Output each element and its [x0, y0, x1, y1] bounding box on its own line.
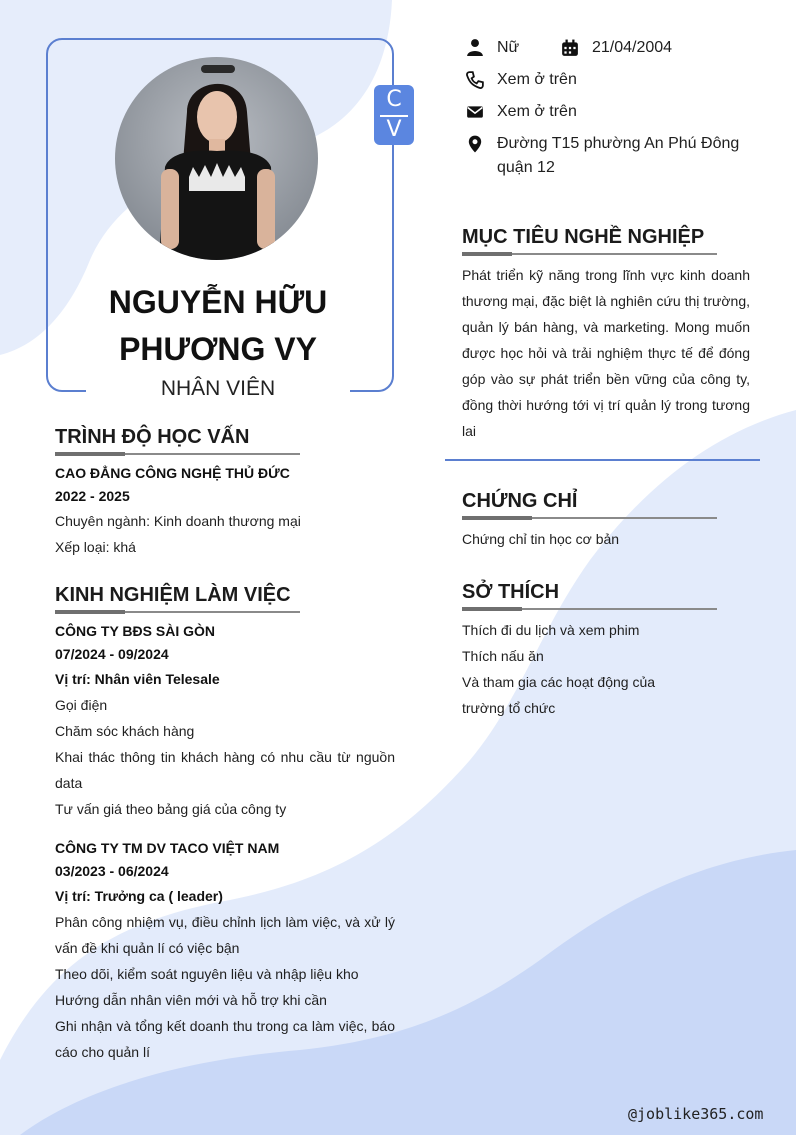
- objective-title: MỤC TIÊU NGHỀ NGHIỆP: [462, 226, 705, 248]
- school-name: CAO ĐẲNG CÔNG NGHỆ THỦ ĐỨC: [55, 465, 290, 481]
- job-period: 07/2024 - 09/2024: [55, 646, 169, 662]
- hobby-item: trường tổ chức: [462, 700, 556, 716]
- education-major: Chuyên ngành: Kinh doanh thương mại: [55, 513, 301, 529]
- gender-value: Nữ: [497, 39, 520, 56]
- envelope-icon: [466, 103, 484, 121]
- education-period: 2022 - 2025: [55, 488, 130, 504]
- education-grade: Xếp loại: khá: [55, 539, 136, 555]
- email-value: Xem ở trên: [497, 103, 577, 120]
- job-task: Gọi điện: [55, 697, 108, 713]
- job-position: Vị trí: Nhân viên Telesale: [55, 671, 220, 687]
- hobby-item: Và tham gia các hoạt động của: [462, 674, 656, 690]
- job-role: NHÂN VIÊN: [160, 377, 276, 400]
- address-line-2: quận 12: [497, 159, 555, 176]
- cv-badge-v: V: [386, 117, 402, 142]
- name-line-2: PHƯƠNG VY: [119, 331, 317, 367]
- job-period: 03/2023 - 06/2024: [55, 863, 169, 879]
- job-company: CÔNG TY TM DV TACO VIỆT NAM: [55, 840, 280, 856]
- hobby-item: Thích đi du lịch và xem phim: [462, 622, 640, 638]
- experience-title: KINH NGHIỆM LÀM VIỆC: [55, 584, 291, 606]
- hobbies-rule-accent: [462, 607, 522, 611]
- job-company: CÔNG TY BĐS SÀI GÒN: [55, 623, 215, 639]
- footer-brand: @joblike365.com: [628, 1105, 764, 1123]
- education-title: TRÌNH ĐỘ HỌC VẤN: [55, 426, 250, 448]
- experience-rule-accent: [55, 610, 125, 614]
- job-position: Vị trí: Trưởng ca ( leader): [55, 888, 223, 904]
- education-rule-accent: [55, 452, 125, 456]
- birthday-value: 21/04/2004: [592, 39, 673, 56]
- job-task: Chăm sóc khách hàng: [55, 723, 195, 739]
- phone-icon: [466, 71, 484, 89]
- objective-text: Phát triển kỹ năng trong lĩnh vực kinh doanh thương mại, đặc biệt là nghiên cứu thị trường, quản lý bán hàng, và marketing. Mong muốn được học hỏi và trải nghiệm thực tế để đóng góp vào sự phát triển bền vững của công ty, đồng thời hướng tới vị trí quản lý trong tương lai: [462, 267, 750, 439]
- avatar: [115, 57, 318, 260]
- avatar-photo: [115, 57, 318, 260]
- job-task: Theo dõi, kiểm soát nguyên liệu và nhập liệu kho: [55, 966, 359, 982]
- section-divider: [445, 459, 760, 461]
- hobbies-title: SỞ THÍCH: [462, 581, 560, 603]
- job-task: Phân công nhiệm vụ, điều chỉnh lịch làm việc, và xử lý vấn đề khi quản lí có việc bận: [55, 914, 395, 956]
- phone-value: Xem ở trên: [497, 71, 577, 88]
- job-task: Hướng dẫn nhân viên mới và hỗ trợ khi cần: [55, 992, 327, 1008]
- name-line-1: NGUYỄN HỮU: [108, 284, 328, 320]
- certificates-title: CHỨNG CHỈ: [462, 490, 578, 512]
- job-task: Ghi nhận và tổng kết doanh thu trong ca làm việc, báo cáo cho quản lí: [55, 1018, 395, 1060]
- hobby-item: Thích nấu ăn: [462, 648, 544, 664]
- location-pin-icon: [466, 135, 484, 153]
- cv-badge: [374, 85, 414, 145]
- calendar-icon: [561, 39, 579, 57]
- cv-badge-c: C: [386, 87, 402, 112]
- user-icon: [466, 38, 484, 56]
- job-task: Khai thác thông tin khách hàng có nhu cầu từ nguồn data: [55, 749, 395, 791]
- objective-rule-accent: [462, 252, 512, 256]
- certificate-item: Chứng chỉ tin học cơ bản: [462, 531, 620, 547]
- address-line-1: Đường T15 phường An Phú Đông: [497, 135, 740, 152]
- certificates-rule-accent: [462, 516, 532, 520]
- job-task: Tư vấn giá theo bảng giá của công ty: [55, 801, 287, 817]
